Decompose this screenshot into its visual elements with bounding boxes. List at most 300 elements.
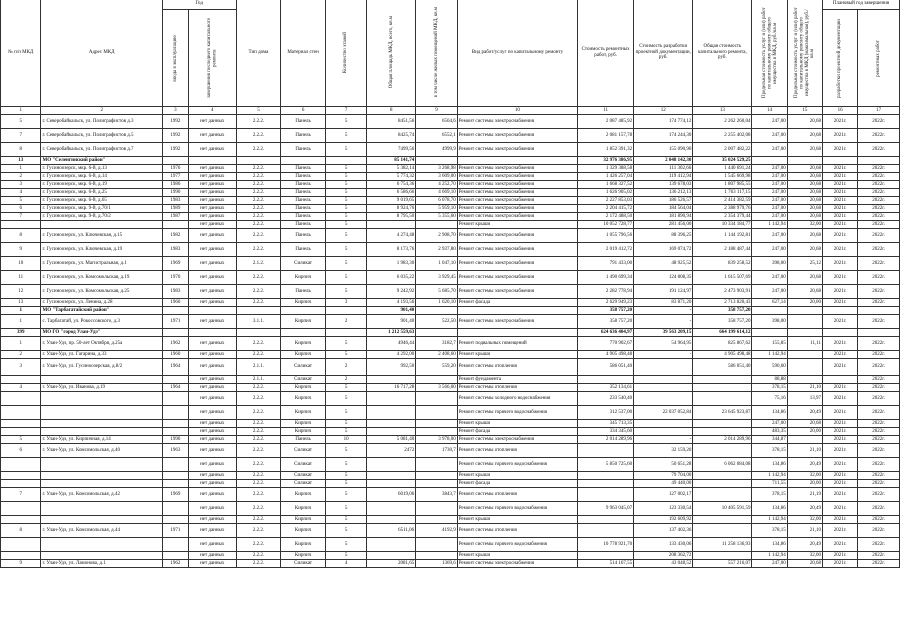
cell-repair-year: 2022г. [858,560,900,568]
cell-repair-year: 2022г. [858,221,900,229]
table-row [1,502,900,516]
cell-year-built: 1969 [162,257,188,271]
cell-year-built [162,392,188,406]
cell-year-overhaul: нет данных [188,165,236,173]
cell-total-area: 992,50 [367,359,416,376]
cell-limit-unit [752,157,787,165]
table-row [1,213,900,221]
table-row [1,488,900,502]
cell-living-area: 1369,6 [416,560,458,568]
cell-cost-total [693,472,752,480]
cell-limit-unit: 398,00 [752,257,787,271]
column-number: 10 [457,107,577,115]
column-number: 8 [367,107,416,115]
cell-total-area: 85 141,74 [367,157,416,165]
cell-limit-max: 21,10 [787,384,822,392]
cell-design-year: 2021г. [823,516,858,524]
cell-house-type: 2.2.2. [236,560,281,568]
cell-work-type: Ремонт системы горячего водоснабжения [457,458,577,472]
cell-limit-max: 20,68 [787,173,822,181]
cell-row-num [1,552,41,560]
cell-design-year: 2021г. [823,502,858,516]
cell-row-num: 7 [1,213,41,221]
cell-design-year: 2021г. [823,384,858,392]
cell-total-area: 4946,44 [367,337,416,351]
cell-row-num: 399 [1,329,41,337]
cell-house-type: 2.2.2. [236,299,281,307]
cell-address: г. Северобайкальск, ул. Полиграфистов д.5 [41,129,162,143]
cell-limit-max: 20,68 [787,189,822,197]
cell-cost-design: 2 048 142,30 [634,157,693,165]
cell-floors [325,157,367,165]
cell-total-area [367,458,416,472]
cell-total-area: 1 212 559,63 [367,329,416,337]
header-num: № п/п МКД [1,0,41,107]
cell-cost-total: 2 007 482,22 [693,143,752,157]
cell-cost-repair: 352 134,61 [578,384,634,392]
cell-limit-max [787,436,822,444]
cell-living-area [416,376,458,384]
table-row [1,271,900,285]
cell-floors: 5 [325,257,367,271]
cell-year-overhaul: нет данных [188,285,236,299]
cell-repair-year: 2022г. [858,115,900,129]
column-number: 6 [281,107,326,115]
cell-living-area: 3 978,00 [416,436,458,444]
cell-limit-unit: 590,60 [752,359,787,376]
cell-limit-unit: 88,88 [752,376,787,384]
table-row [1,143,900,157]
cell-address: г. Гусиноозерск, ул. Ленина, д.28 [41,299,162,307]
cell-repair-year: 2022г. [858,165,900,173]
cell-limit-unit: 378,15 [752,488,787,502]
cell-design-year: 2021г. [823,189,858,197]
cell-cost-total [693,480,752,488]
cell-year-built [162,472,188,480]
cell-repair-year: 2022г. [858,480,900,488]
cell-limit-unit: 1 142,94 [752,552,787,560]
cell-floors: 4 [325,560,367,568]
cell-limit-max: 20,68 [787,205,822,213]
cell-cost-design: 50 651,28 [634,458,693,472]
column-number: 2 [41,107,162,115]
cell-total-area [367,552,416,560]
cell-living-area [416,329,458,337]
cell-total-area: 6 035,22 [367,271,416,285]
cell-repair-year: 2022г. [858,384,900,392]
cell-repair-year: 2022г. [858,197,900,205]
cell-total-area [367,502,416,516]
cell-cost-total: 10 334 184,77 [693,221,752,229]
cell-living-area: 3 609,00 [416,173,458,181]
cell-design-year: 2021г. [823,428,858,436]
cell-cost-design: 174 244,30 [634,129,693,143]
cell-work-type: Ремонт системы электроснабжения [457,189,577,197]
cell-cost-total: 35 024 529,25 [693,157,752,165]
cell-house-type: 2.2.2. [236,488,281,502]
cell-wall-material: Панель [281,213,326,221]
cell-total-area [367,428,416,436]
cell-wall-material: Панель [281,129,326,143]
cell-cost-total [693,524,752,538]
cell-repair-year: 2022г. [858,488,900,502]
cell-cost-design: - [634,315,693,329]
cell-limit-max: 20,49 [787,406,822,420]
cell-design-year: 2021г. [823,392,858,406]
cell-year-built: 1989 [162,205,188,213]
cell-cost-repair: 1 490 699,34 [578,271,634,285]
cell-year-built: 1986 [162,181,188,189]
cell-row-num: 3 [1,181,41,189]
cell-floors: 5 [325,129,367,143]
cell-wall-material: Панель [281,243,326,257]
cell-cost-repair [578,516,634,524]
cell-house-type: 2.2.2. [236,538,281,552]
header-wall-material: Материал стен [281,0,326,107]
cell-row-num: 9 [1,243,41,257]
cell-floors: 5 [325,384,367,392]
cell-cost-total: 358 757,20 [693,307,752,315]
cell-limit-max [787,329,822,337]
cell-total-area: 9 019,65 [367,197,416,205]
cell-address [41,538,162,552]
cell-year-built: 1963 [162,444,188,458]
cell-cost-design: 174 774,12 [634,115,693,129]
cell-limit-max: 20,68 [787,143,822,157]
cell-floors: 5 [325,189,367,197]
cell-year-overhaul: нет данных [188,205,236,213]
column-number: 11 [578,107,634,115]
cell-repair-year: 2022г. [858,428,900,436]
cell-cost-total [693,552,752,560]
cell-wall-material: Кирпич [281,516,326,524]
cell-limit-unit: 483,35 [752,428,787,436]
cell-living-area: 6564,6 [416,115,458,129]
cell-year-built: 1971 [162,524,188,538]
cell-row-num: 5 [1,436,41,444]
cell-work-type: Ремонт системы горячего водоснабжения [457,502,577,516]
cell-total-area: 8 173,76 [367,243,416,257]
table-row [1,221,900,229]
cell-total-area: 8425,74 [367,129,416,143]
cell-cost-repair [578,488,634,502]
column-number: 3 [162,107,188,115]
cell-cost-repair: 312 537,00 [578,406,634,420]
cell-address [41,420,162,428]
cell-year-built: 1976 [162,165,188,173]
cell-wall-material: Кирпич [281,351,326,359]
cell-cost-repair: 1 426 257,04 [578,173,634,181]
cell-limit-unit: 398,00 [752,315,787,329]
cell-cost-design [634,384,693,392]
cell-work-type [457,329,577,337]
cell-repair-year [858,307,900,315]
cell-cost-design: 184 564,04 [634,205,693,213]
cell-year-built [162,376,188,384]
cell-wall-material: Силикат [281,560,326,568]
cell-wall-material: Панель [281,229,326,243]
cell-limit-unit: 134,86 [752,502,787,516]
cell-row-num: 11 [1,271,41,285]
cell-address: г. Улан-Удэ, ул. Комсомольская, д.40 [41,444,162,458]
cell-total-area: 901,40 [367,307,416,315]
cell-year-overhaul: нет данных [188,406,236,420]
cell-year-overhaul: нет данных [188,299,236,307]
cell-design-year: 2021г. [823,257,858,271]
cell-design-year: 2021г. [823,444,858,458]
cell-floors: 5 [325,502,367,516]
cell-year-built [162,307,188,315]
table-row [1,229,900,243]
cell-address: г. Улан-Удэ, ул. Комсомольская, д.42 [41,488,162,502]
cell-address: г. Улан-Удэ, ул. Кирпичная, д.14 [41,436,162,444]
cell-house-type: 2.2.2. [236,428,281,436]
cell-address [41,428,162,436]
cell-house-type: 2.2.2. [236,552,281,560]
cell-total-area: 2472 [367,444,416,458]
cell-repair-year: 2022г. [858,538,900,552]
table-row [1,329,900,337]
cell-limit-unit: 1 142,94 [752,221,787,229]
cell-total-area: 901,40 [367,315,416,329]
cell-cost-total: 664 199 614,12 [693,329,752,337]
column-number: 7 [325,107,367,115]
cell-year-built: 1992 [162,143,188,157]
cell-design-year: 2021г. [823,181,858,189]
cell-limit-max: 20,68 [787,197,822,205]
cell-year-built: 1969 [162,488,188,502]
cell-limit-unit: 134,86 [752,458,787,472]
cell-house-type: 2.2.2. [236,458,281,472]
cell-work-type: Ремонт фасада [457,480,577,488]
cell-wall-material: Кирпич [281,392,326,406]
cell-repair-year: 2022г. [858,299,900,307]
cell-limit-max: 20,00 [787,299,822,307]
cell-house-type: 2.2.2. [236,420,281,428]
cell-year-built: 1982 [162,229,188,243]
cell-design-year: 2021г. [823,406,858,420]
cell-address: г. Улан-Удэ, ул. Гусиноозерская, д.8/2 [41,359,162,376]
header-cost-total: Общая стоимость капитального ремонта, руб. [693,0,752,107]
header-cost-repair: Стоимость ремонтных работ, руб. [578,0,634,107]
cell-cost-repair: 586 051,40 [578,359,634,376]
table-row [1,524,900,538]
cell-cost-total: 2 255 402,08 [693,129,752,143]
cell-living-area [416,538,458,552]
cell-cost-total [693,488,752,502]
cell-house-type: 2.2.2. [236,502,281,516]
cell-year-overhaul: нет данных [188,257,236,271]
cell-address: г. Гусиноозерск, мкр. 9-й, д.70/2 [41,213,162,221]
cell-cost-design: 49 440,00 [634,480,693,488]
cell-work-type: Ремонт системы электроснабжения [457,243,577,257]
cell-cost-repair: 2 081 157,78 [578,129,634,143]
table-row [1,189,900,197]
cell-row-num [1,376,41,384]
cell-limit-unit: 1 142,94 [752,472,787,480]
cell-limit-unit: 134,86 [752,538,787,552]
cell-design-year: 2021г. [823,165,858,173]
cell-work-type: Ремонт системы отопления [457,488,577,502]
cell-year-built: 1962 [162,337,188,351]
cell-year-built [162,552,188,560]
cell-floors: 2 [325,376,367,384]
cell-year-overhaul: нет данных [188,472,236,480]
cell-limit-unit: 247,00 [752,173,787,181]
cell-row-num: 8 [1,229,41,243]
cell-house-type: 2.2.2. [236,444,281,458]
cell-house-type [236,307,281,315]
cell-cost-repair [578,472,634,480]
cell-wall-material: Кирпич [281,337,326,351]
cell-limit-unit: 247,00 [752,115,787,129]
cell-wall-material: Силикат [281,472,326,480]
cell-cost-repair: 2 019 412,72 [578,243,634,257]
cell-cost-repair: 334 345,60 [578,428,634,436]
cell-design-year: 2021г. [823,229,858,243]
cell-design-year: 2021г. [823,299,858,307]
cell-limit-unit: 247,00 [752,197,787,205]
cell-work-type: Ремонт системы холодного водоснабжения [457,392,577,406]
table-row [1,420,900,428]
cell-limit-max: 21,10 [787,524,822,538]
cell-limit-max: 21,19 [787,488,822,502]
cell-year-built [162,420,188,428]
column-number: 5 [236,107,281,115]
table-row [1,428,900,436]
table-row [1,480,900,488]
cell-wall-material: Панель [281,173,326,181]
cell-row-num: 2 [1,351,41,359]
cell-house-type [236,157,281,165]
cell-limit-unit: 1 142,94 [752,516,787,524]
cell-floors: 5 [325,420,367,428]
cell-limit-max: 20,00 [787,428,822,436]
cell-design-year: 2021г. [823,524,858,538]
cell-cost-total: 2 014 289,96 [693,436,752,444]
cell-floors [325,307,367,315]
cell-address: г. Гусиноозерск, мкр. 6-й, д.65 [41,197,162,205]
cell-floors: 5 [325,524,367,538]
table-row [1,157,900,165]
header-completion-group: Плановый год завершения [823,0,900,10]
cell-limit-unit: 247,00 [752,243,787,257]
cell-limit-max: 20,68 [787,560,822,568]
cell-floors: 5 [325,229,367,243]
cell-repair-year: 2022г. [858,472,900,480]
cell-wall-material: Панель [281,221,326,229]
cell-row-num: 4 [1,384,41,392]
cell-floors: 5 [325,392,367,406]
cell-floors: 5 [325,165,367,173]
cell-limit-unit: 155,85 [752,337,787,351]
cell-total-area: 9 242,92 [367,285,416,299]
cell-cost-total [693,376,752,384]
cell-row-num: 1 [1,307,41,315]
cell-cost-total [693,420,752,428]
cell-living-area: 1 047,10 [416,257,458,271]
cell-floors: 5 [325,406,367,420]
cell-work-type: Ремонт системы электроснабжения [457,197,577,205]
cell-address [41,392,162,406]
cell-row-num: 7 [1,488,41,502]
cell-limit-max: 21,10 [787,444,822,458]
cell-limit-max [787,359,822,376]
table-row [1,115,900,129]
cell-living-area [416,480,458,488]
cell-total-area [367,516,416,524]
column-number: 12 [634,107,693,115]
cell-wall-material: Кирпич [281,428,326,436]
cell-total-area [367,538,416,552]
table-row [1,181,900,189]
cell-address [41,472,162,480]
table-row [1,197,900,205]
cell-repair-year: 2022г. [858,502,900,516]
cell-year-overhaul: нет данных [188,488,236,502]
cell-work-type: Ремонт системы электроснабжения [457,315,577,329]
cell-repair-year: 2022г. [858,376,900,384]
cell-limit-max: 20,68 [787,229,822,243]
cell-limit-unit: 247,00 [752,271,787,285]
header-house-type: Тип дома [236,0,281,107]
cell-year-built: 1970 [162,271,188,285]
cell-limit-max: 13,97 [787,392,822,406]
cell-living-area: 4 669,10 [416,189,458,197]
cell-cost-repair [578,376,634,384]
cell-cost-design: 155 090,90 [634,143,693,157]
cell-address: г. Улан-Удэ, ул. Гагарина, д.33 [41,351,162,359]
cell-house-type: 2.2.2. [236,173,281,181]
cell-wall-material: Панель [281,115,326,129]
header-year-group: Год [162,0,236,10]
cell-living-area: 6552,1 [416,129,458,143]
cell-house-type: 2.2.2. [236,392,281,406]
cell-living-area: 559,20 [416,359,458,376]
cell-work-type: Ремонт системы электроснабжения [457,229,577,243]
cell-living-area [416,458,458,472]
cell-row-num [1,392,41,406]
cell-row-num: 6 [1,205,41,213]
cell-total-area: 2081,65 [367,560,416,568]
cell-year-overhaul: нет данных [188,552,236,560]
cell-floors: 5 [325,488,367,502]
cell-cost-repair: 358 757,20 [578,315,634,329]
cell-wall-material: Кирпич [281,299,326,307]
cell-floors: 5 [325,428,367,436]
cell-total-area [367,480,416,488]
cell-address: г. Улан-Удэ, ул. Комсомольская, д.44 [41,524,162,538]
cell-address: г. Гусиноозерск, мкр. 6-й, д.14 [41,173,162,181]
cell-cost-repair: 1 852 391,32 [578,143,634,157]
cell-wall-material: Панель [281,285,326,299]
cell-cost-total: 1 545 669,98 [693,173,752,181]
cell-year-overhaul: нет данных [188,502,236,516]
header-total-area: Общая площадь МКД, всего, кв.м [367,0,416,107]
cell-work-type: Ремонт крыши [457,472,577,480]
cell-cost-total: 1 763 117,15 [693,189,752,197]
cell-living-area [416,428,458,436]
cell-total-area: 1 983,30 [367,257,416,271]
cell-work-type: Ремонт крыши [457,552,577,560]
cell-work-type: Ремонт крыши [457,516,577,524]
cell-house-type: 2.2.2. [236,524,281,538]
cell-wall-material: Силикат [281,480,326,488]
cell-repair-year: 2022г. [858,213,900,221]
cell-house-type: 2.2.2. [236,189,281,197]
cell-floors: 2 [325,359,367,376]
cell-cost-repair: 4 905 498,48 [578,351,634,359]
